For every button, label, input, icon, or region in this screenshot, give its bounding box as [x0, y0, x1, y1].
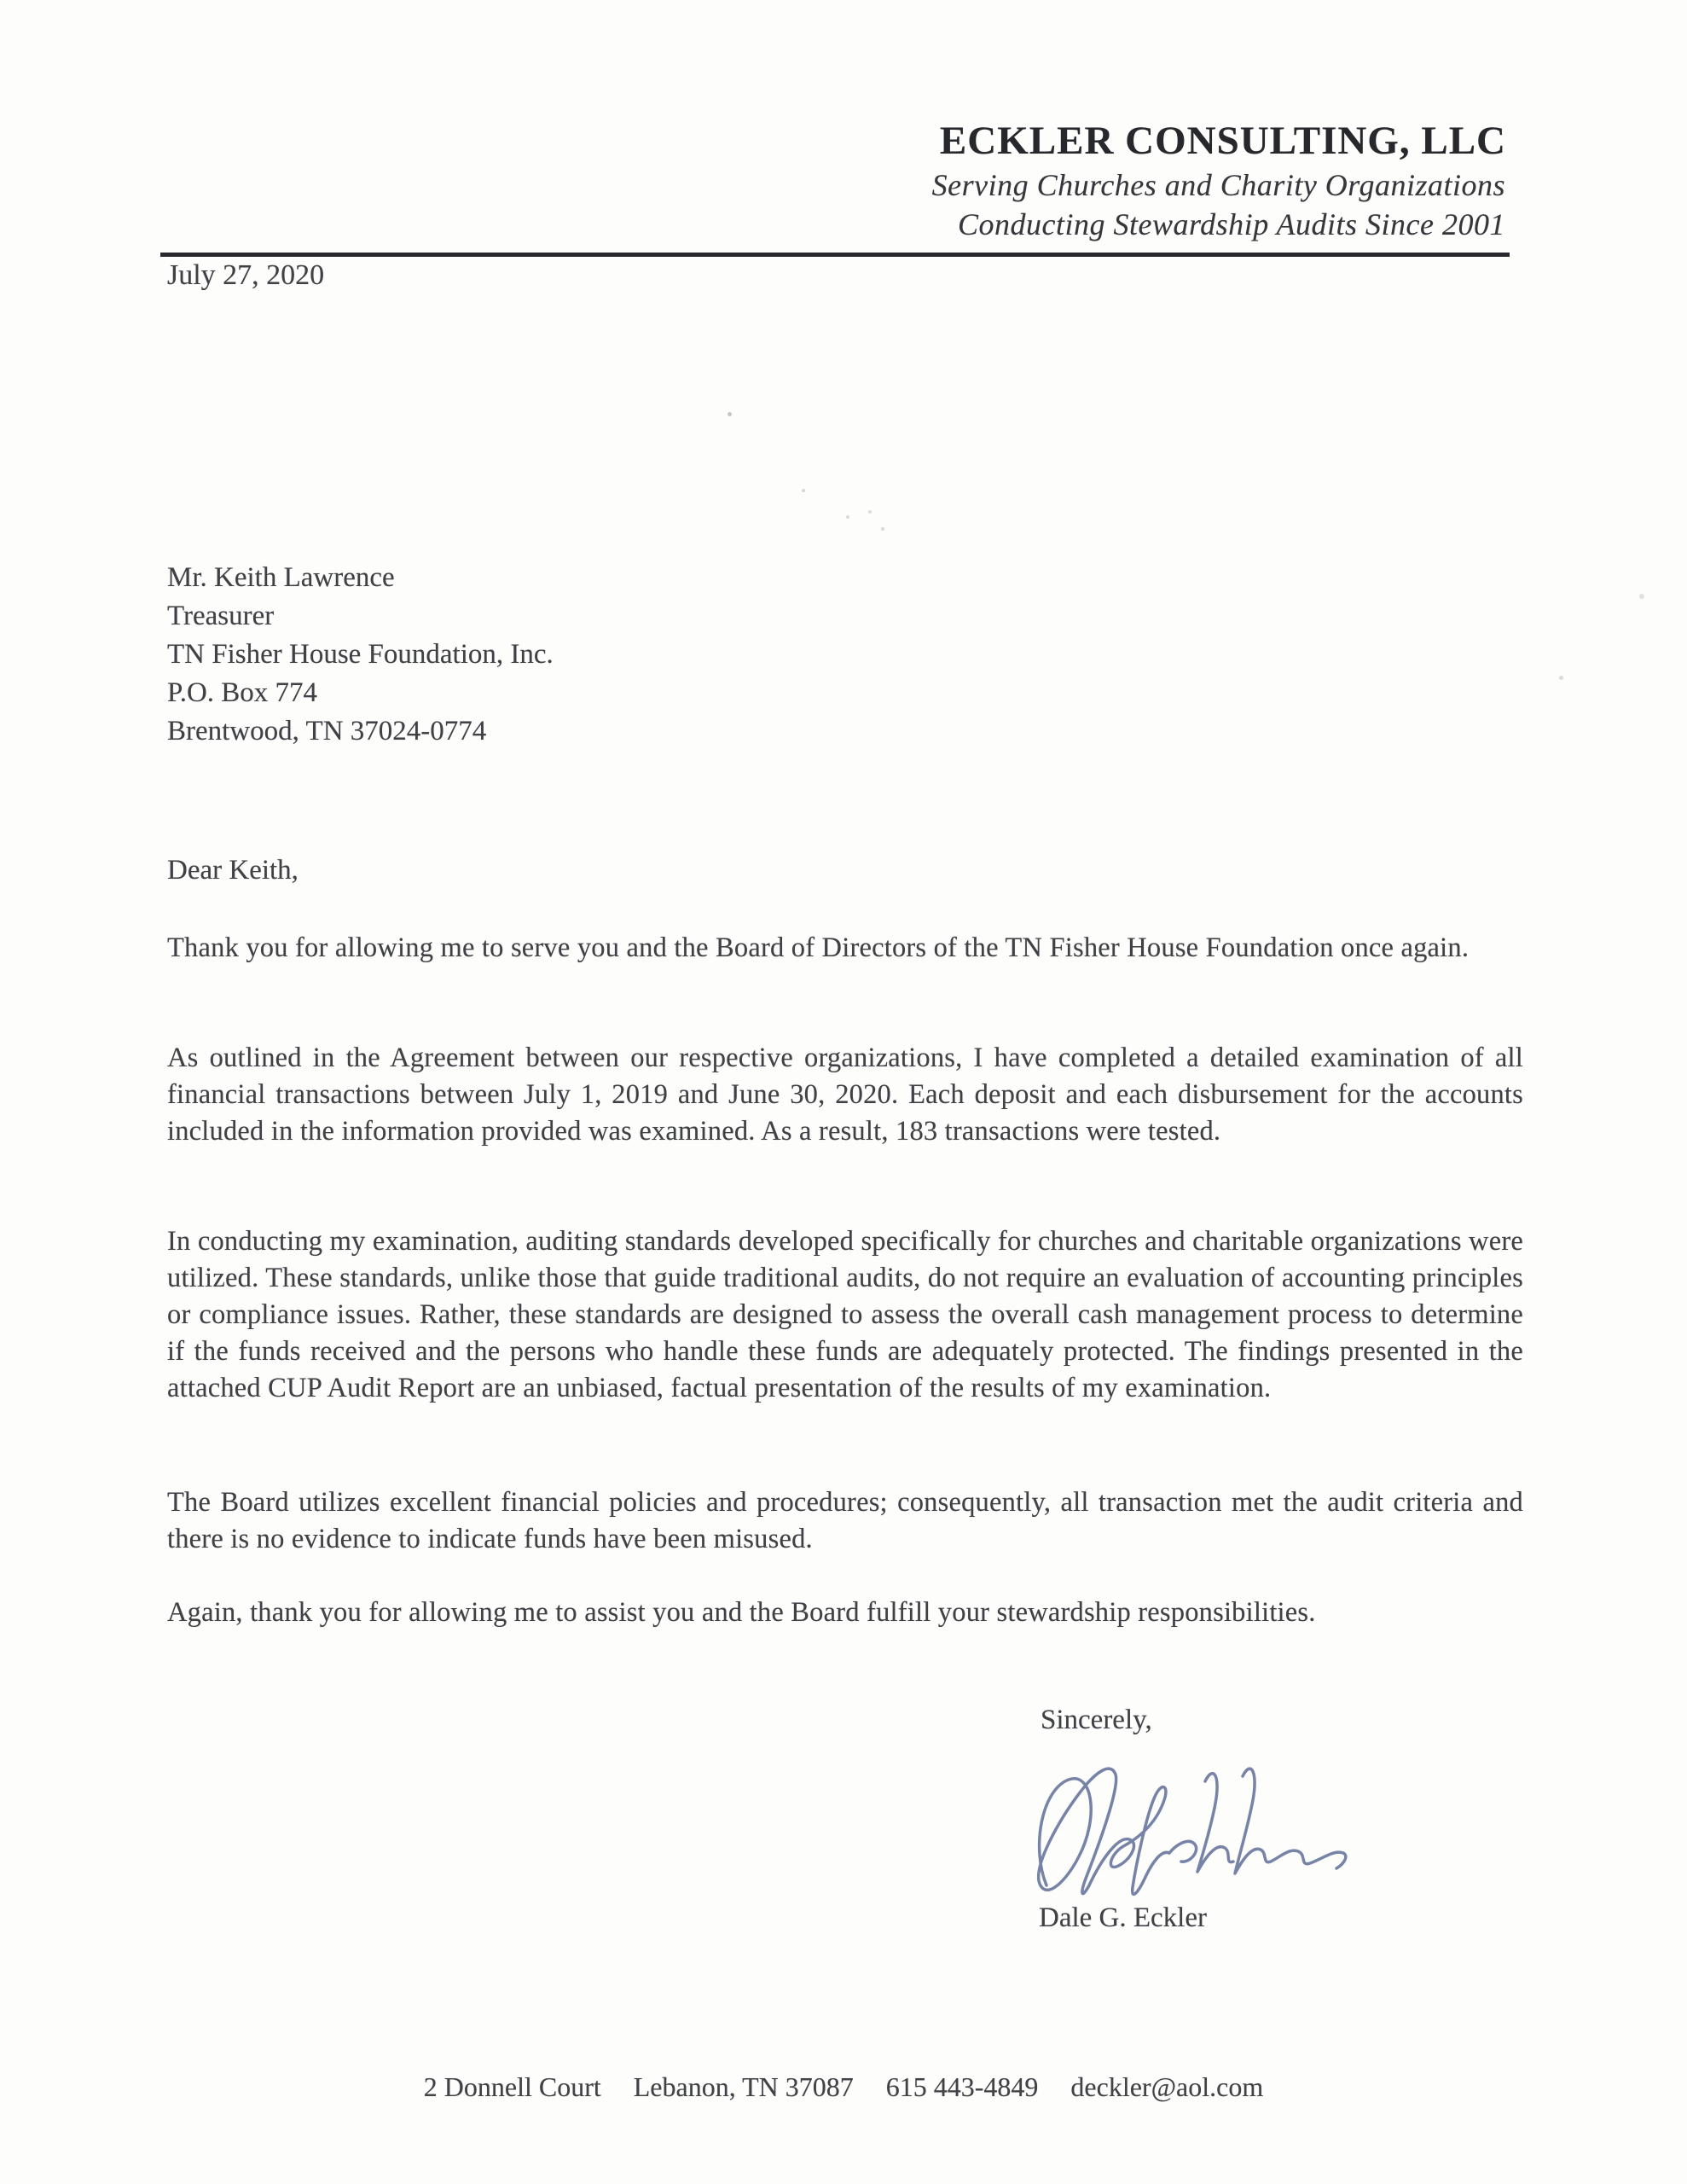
handwritten-signature: [1028, 1747, 1352, 1909]
paragraph-thank-you: Thank you for allowing me to serve you and the Board of Directors of the TN Fisher House Foundation once again.: [167, 932, 1470, 963]
footer-contact-line: [0, 2071, 1687, 2103]
valediction: Sincerely,: [1041, 1705, 1152, 1735]
recipient-city-state-zip: Brentwood, TN 37024-0774: [167, 716, 487, 746]
scan-artifact: [846, 515, 849, 519]
letter-date: July 27, 2020: [167, 259, 325, 291]
paragraph-auditing-standards: In conducting my examination, auditing standards developed specifically for churches and charitable organizations were utilized. These standards, unlike those that guide traditional audits, do not require an evaluation of accounting principles or compliance issues. Rather, these standards are designed to assess the overall cash management process to determine if the funds received and the persons who handle these funds are adequately protected. The findings presented in the attached CUP Audit Report are an unbiased, factual presentation of the results of my examination.: [167, 1226, 1523, 1403]
scan-artifact: [881, 527, 884, 531]
scan-artifact: [802, 489, 805, 492]
recipient-address-block: [167, 559, 554, 751]
signer-name: Dale G. Eckler: [1039, 1902, 1207, 1933]
paragraph-closing-thanks: Again, thank you for allowing me to assist you and the Board fulfill your stewardship responsibilities.: [167, 1597, 1316, 1628]
footer-city-state-zip: Lebanon, TN 37087: [633, 2071, 854, 2102]
footer-phone: 615 443-4849: [885, 2071, 1039, 2102]
paragraph-findings: The Board utilizes excellent financial policies and procedures; consequently, all transaction met the audit criteria and there is no evidence to indicate funds have been misused.: [167, 1487, 1523, 1554]
scan-artifact: [1559, 676, 1563, 680]
scan-artifact: [728, 412, 732, 416]
salutation: Dear Keith,: [167, 855, 299, 886]
tagline-conducting: Conducting Stewardship Audits Since 2001: [958, 207, 1505, 241]
scan-artifact: [868, 510, 872, 514]
recipient-title: Treasurer: [167, 601, 275, 631]
recipient-name: Mr. Keith Lawrence: [167, 562, 395, 593]
footer-street-address: 2 Donnell Court: [423, 2071, 601, 2102]
letterhead-divider-rule: [160, 253, 1510, 257]
recipient-po-box: P.O. Box 774: [167, 677, 318, 708]
signature-stroke-surname: [1169, 1769, 1346, 1873]
scan-artifact: [1639, 594, 1644, 599]
tagline-serving: Serving Churches and Charity Organizations: [931, 168, 1505, 202]
company-name: ECKLER CONSULTING, LLC: [939, 119, 1506, 163]
footer-email: deckler@aol.com: [1070, 2071, 1264, 2102]
recipient-organization: TN Fisher House Foundation, Inc.: [167, 639, 554, 670]
paragraph-examination-scope: As outlined in the Agreement between our respective organizations, I have completed a detailed examination of all financial transactions between July 1, 2019 and June 30, 2020. Each deposit and each disbursement for the accounts included in the information provided was examined. As a result, 183 transactions were tested.: [167, 1043, 1523, 1147]
signature-stroke-initials: [1039, 1769, 1116, 1893]
